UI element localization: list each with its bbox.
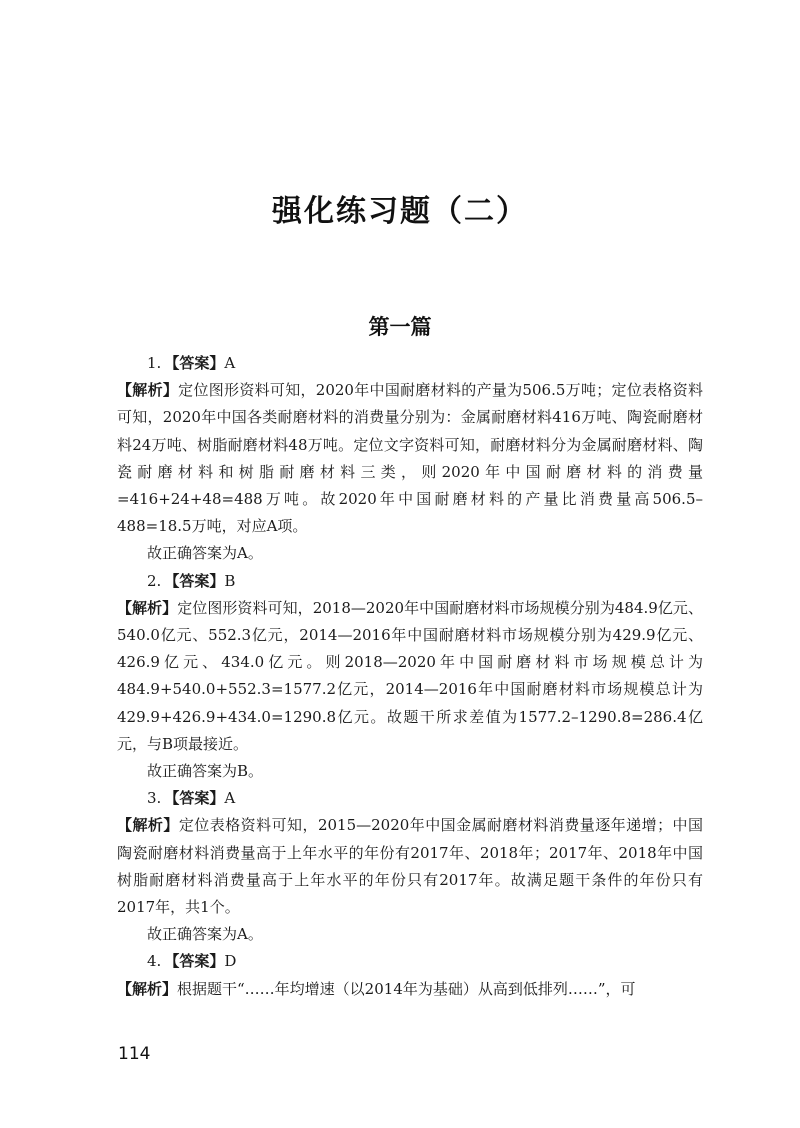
answer-letter: A: [224, 354, 236, 372]
answer-letter: D: [224, 952, 237, 971]
question-number: 3.: [147, 789, 162, 808]
question-1-conclusion: 故正确答案为A。: [147, 544, 263, 563]
question-4-answer: [117, 948, 703, 975]
question-3-conclusion: 故正确答案为A。: [147, 925, 263, 944]
analysis-text: 根据题干“……年均增速（以2014年为基础）从高到低排列……”，可: [177, 979, 636, 998]
page-title: 强化练习题（二）: [272, 194, 528, 229]
answer-content: [117, 350, 703, 1003]
question-1-analysis: [117, 377, 703, 540]
analysis-tag: 【解析】: [117, 381, 179, 400]
analysis-tag: 【解析】: [117, 598, 178, 617]
answer-letter: B: [224, 571, 236, 590]
question-3-answer: [117, 785, 703, 812]
question-4-analysis: [117, 976, 703, 1003]
question-2-answer: [117, 568, 703, 595]
analysis-text: 定位图形资料可知，2020年中国耐磨材料的产量为506.5万吨；定位表格资料可知，2020年中国各类耐磨材料的消费量分别为：金属耐磨材料416万吨、陶瓷耐磨材料24万吨、树脂耐磨材料48万吨。定位文字资料可知，耐磨材料分为金属耐磨材料、陶瓷耐磨材料和树脂耐磨材料三类，则2020年中国耐磨材料的消费量=416+24+48=488万吨。故2020年中国耐磨材料的产量比消费量高506.5–488=18.5万吨，对应A项。: [117, 381, 703, 536]
answer-tag: 【答案】: [164, 952, 225, 971]
question-2-conclusion: 故正确答案为B。: [147, 762, 264, 781]
question-number: 2.: [147, 571, 162, 590]
answer-tag: 【答案】: [164, 571, 225, 590]
analysis-tag: 【解析】: [117, 979, 178, 998]
question-1-answer: [117, 350, 703, 377]
analysis-text: 定位图形资料可知，2018—2020年中国耐磨材料市场规模分别为484.9亿元、540.0亿元、552.3亿元，2014—2016年中国耐磨材料市场规模分别为429.9亿元、426.9亿元、434.0亿元。则2018—2020年中国耐磨材料市场规模总计为484.9+540.0+552.3=1577.2亿元，2014—2016年中国耐磨材料市场规模总计为429.9+426.9+434.0=1290.8亿元。故题干所求差值为1577.2–1290.8=286.4亿元，与B项最接近。: [117, 598, 703, 753]
question-2-analysis: [117, 595, 703, 758]
answer-tag: 【答案】: [164, 789, 225, 808]
question-3-analysis: [117, 812, 703, 921]
section-title: 第一篇: [368, 314, 432, 339]
question-number: 4.: [147, 952, 162, 971]
question-number: 1.: [147, 354, 162, 372]
analysis-tag: 【解析】: [117, 816, 179, 835]
answer-tag: 【答案】: [164, 354, 225, 372]
page-number: 114: [118, 1044, 151, 1064]
analysis-text: 定位表格资料可知，2015—2020年中国金属耐磨材料消费量逐年递增；中国陶瓷耐磨材料消费量高于上年水平的年份有2017年、2018年；2017年、2018年中国树脂耐磨材料消费量高于上年水平的年份只有2017年。故满足题干条件的年份只有2017年，共1个。: [117, 816, 703, 917]
answer-letter: A: [224, 789, 236, 808]
